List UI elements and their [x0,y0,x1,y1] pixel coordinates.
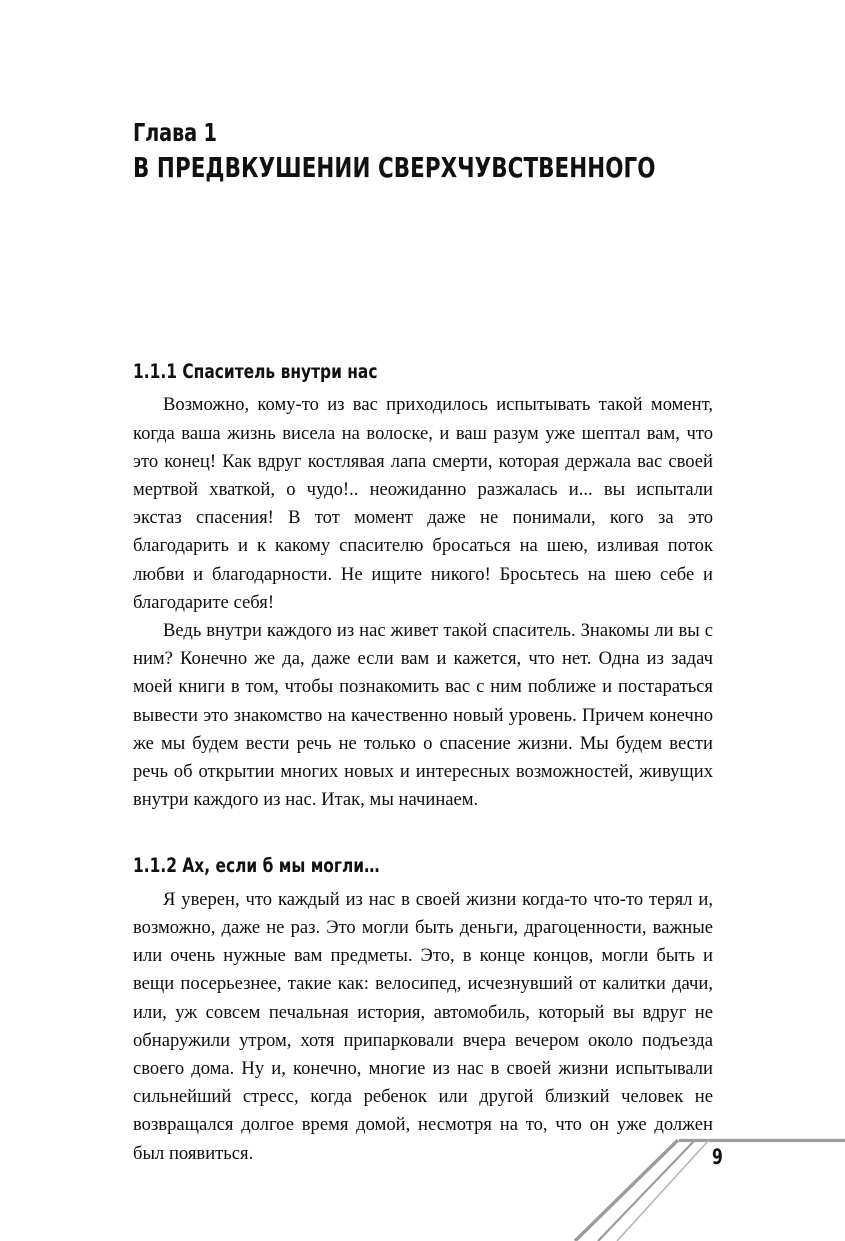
section-heading-1-1-1: 1.1.1 Спаситель внутри нас [133,360,378,383]
paragraph: Возможно, кому-то из вас приходилось испытывать такой момент, когда ваша жизнь висела на волоске, и ваш разум уже шептал вам, что это конец! Как вдруг костлявая лапа смерти, которая держала вас своей мертвой хваткой, о чудо!.. неожиданно разжалась и... вы испытали экстаз спасения! В тот момент даже не понимали, кого за это благодарить и к какому спасителю бросаться на шею, изливая поток любви и благодарности. Не ищите никого! Бросьтесь на шею себе и благодарите себя! [133,394,713,613]
paragraph: Я уверен, что каждый из нас в своей жизни когда-то что-то терял и, возможно, даже не раз. Это могли быть деньги, драгоценности, важные или очень нужные вам предметы. Это, в конце концов, могли быть и вещи посерьезнее, такие как: велосипед, исчезнувший от калитки дачи, или, уж совсем печальная история, автомобиль, который вы вдруг не обнаружили утром, хотя припарковали вчера вечером около подъезда своего дома. Ну и, конечно, многие из нас в своей жизни испытывали сильнейший стресс, когда ребенок или другой близкий человек не возвращался долгое время домой, несмотря на то, что он уже должен был появиться. [133,888,713,1164]
section-heading-1-1-2: 1.1.2 Ах, если б мы могли… [133,854,380,878]
paragraph: Ведь внутри каждого из нас живет такой спаситель. Знакомы ли вы с ним? Конечно же да, даже если вам и кажется, что нет. Одна из задач моей книги в том, чтобы познакомить вас с ним поближе и постараться вывести это знакомство на качественно новый уровень. Причем конечно же мы будем вести речь не только о спасение жизни. Мы будем вести речь об открытии многих новых и интересных возможностей, живущих внутри каждого из нас. Итак, мы начинаем. [133,620,713,811]
chapter-title: В ПРЕДВКУШЕНИИ СВЕРХЧУВСТВЕННОГО [133,151,656,184]
chapter-label: Глава 1 [133,118,217,147]
chapter-heading-block [133,118,733,185]
page-number: 9 [712,1145,723,1169]
body-content [133,360,713,1168]
